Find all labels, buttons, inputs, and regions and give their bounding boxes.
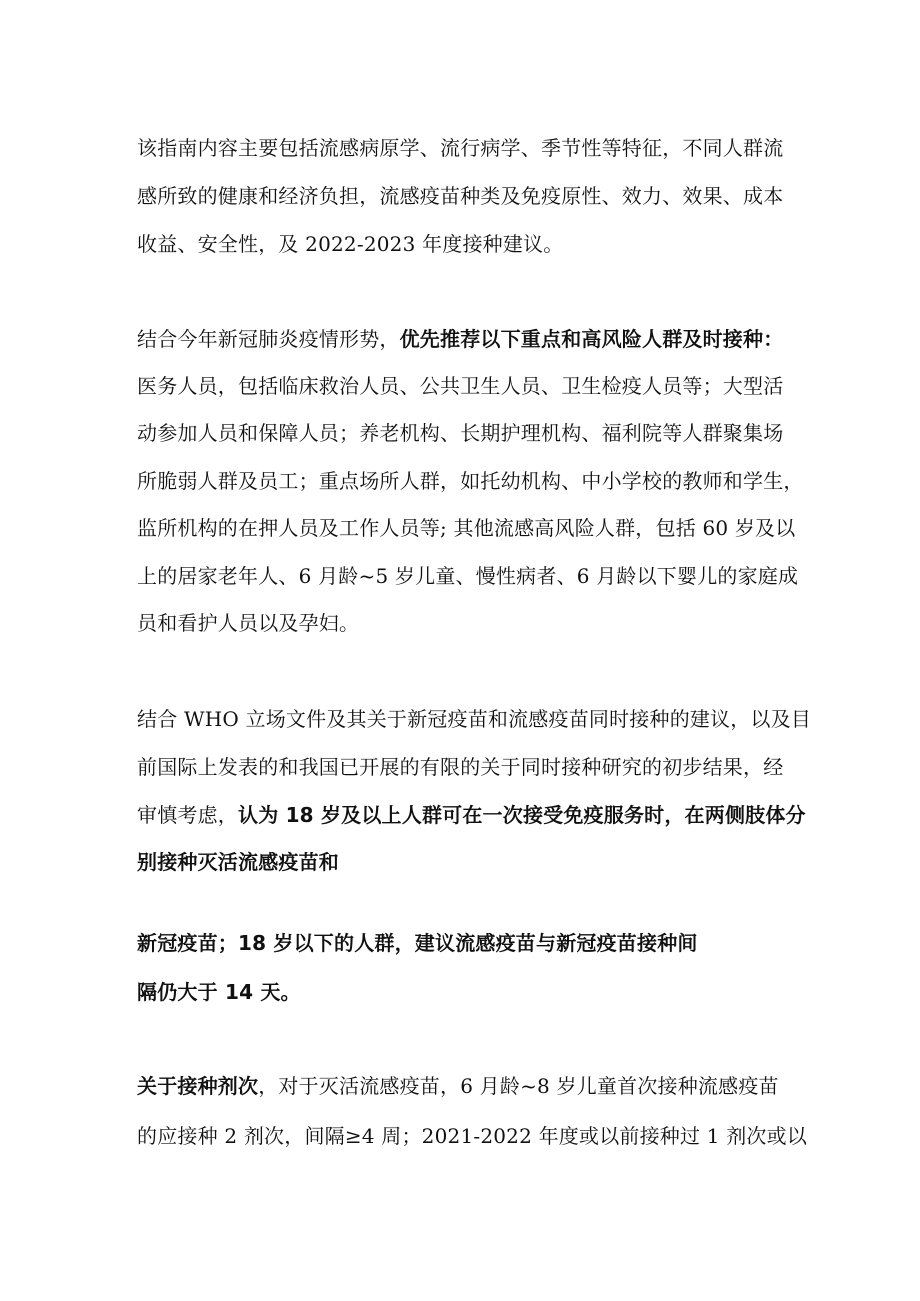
bold-text-run: 新冠疫苗；18 岁以下的人群，建议流感疫苗与新冠疫苗接种间 <box>137 931 698 955</box>
text-line <box>137 704 811 734</box>
text-run: 收益、安全性，及 2022-2023 年度接种建议。 <box>137 232 564 256</box>
text-line <box>137 133 783 163</box>
bold-text-run: 关于接种剂次 <box>137 1074 259 1098</box>
bold-text-run: 别接种灭活流感疫苗和 <box>137 850 339 874</box>
bold-text-run: 认为 18 岁及以上人群可在一次接受免疫服务时，在两侧肢体分 <box>238 803 806 827</box>
text-run: 该指南内容主要包括流感病原学、流行病学、季节性等特征，不同人群流 <box>137 136 784 160</box>
text-line <box>137 1121 807 1151</box>
bold-text-run: 优先推荐以下重点和高风险人群及时接种： <box>399 327 784 351</box>
text-run: 医务人员，包括临床救治人员、公共卫生人员、卫生检疫人员等；大型活 <box>137 374 784 398</box>
text-run: 监所机构的在押人员及工作人员等; 其他流感高风险人群，包括 60 岁及以 <box>137 516 796 540</box>
text-run: 上的居家老年人、6 月龄~5 岁儿童、慢性病者、6 月龄以下婴儿的家庭成 <box>137 564 799 588</box>
text-line <box>137 847 339 877</box>
text-line <box>137 800 806 830</box>
text-line <box>137 229 563 259</box>
text-line <box>137 513 795 543</box>
text-run: 感所致的健康和经济负担，流感疫苗种类及免疫原性、效力、效果、成本 <box>137 184 784 208</box>
text-run: 结合 WHO 立场文件及其关于新冠疫苗和流感疫苗同时接种的建议，以及目 <box>137 707 812 731</box>
text-run: 结合今年新冠肺炎疫情形势， <box>137 327 400 351</box>
bold-text-run: 隔仍大于 14 天。 <box>137 980 301 1004</box>
text-line <box>137 466 804 496</box>
text-run: 的应接种 2 剂次，间隔≥4 周；2021-2022 年度或以前接种过 1 剂次或以 <box>137 1124 808 1148</box>
text-line <box>137 561 798 591</box>
text-line <box>137 928 698 958</box>
text-line <box>137 324 783 354</box>
text-run: 员和看护人员以及孕妇。 <box>137 611 360 635</box>
text-run: ，对于灭活流感疫苗，6 月龄~8 岁儿童首次接种流感疫苗 <box>258 1074 779 1098</box>
text-line <box>137 418 783 448</box>
text-line <box>137 1071 779 1101</box>
text-line <box>137 608 359 638</box>
text-line <box>137 371 783 401</box>
text-run: 动参加人员和保障人员；养老机构、长期护理机构、福利院等人群聚集场 <box>137 421 784 445</box>
text-line <box>137 181 783 211</box>
text-run: 审慎考虑， <box>137 803 238 827</box>
text-run: 所脆弱人群及员工；重点场所人群，如托幼机构、中小学校的教师和学生， <box>137 469 804 493</box>
text-line <box>137 752 783 782</box>
text-line <box>137 977 301 1007</box>
text-run: 前国际上发表的和我国已开展的有限的关于同时接种研究的初步结果，经 <box>137 755 784 779</box>
